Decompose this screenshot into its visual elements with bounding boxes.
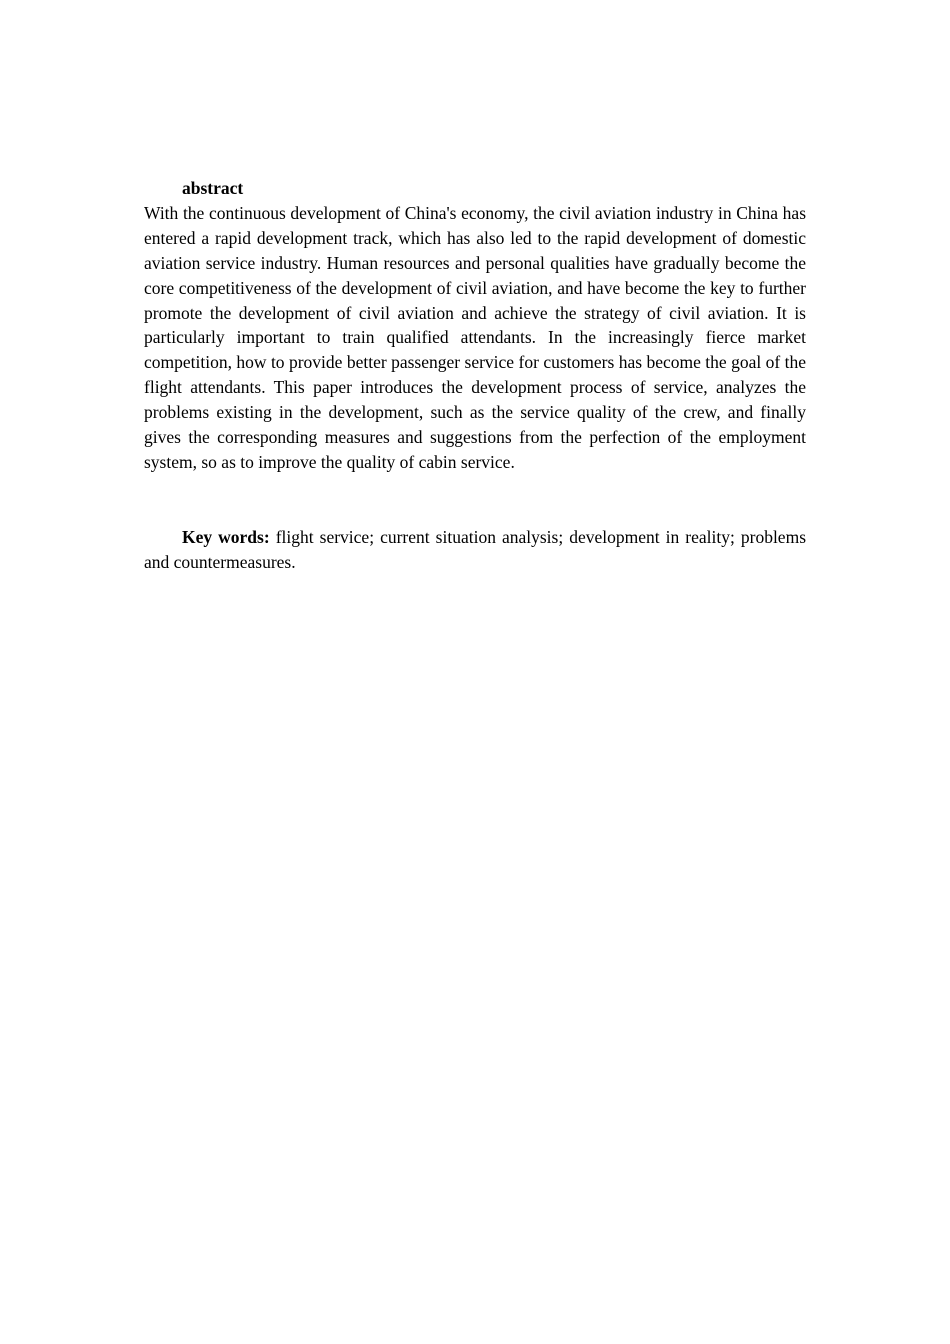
keywords-paragraph (144, 525, 806, 575)
abstract-body: With the continuous development of China's economy, the civil aviation industry in China has entered a rapid development track, which has also led to the rapid development of domestic aviation service industry. Human resources and personal qualities have gradually become the core competitiveness of the development of civil aviation, and have become the key to further promote the development of civil aviation and achieve the strategy of civil aviation. It is particularly important to train qualified attendants. In the increasingly fierce market competition, how to provide better passenger service for customers has become the goal of the flight attendants. This paper introduces the development process of service, analyzes the problems existing in the development, such as the service quality of the crew, and finally gives the corresponding measures and suggestions from the perfection of the employment system, so as to improve the quality of cabin service. (144, 202, 806, 472)
abstract-heading: abstract (182, 178, 244, 198)
abstract-section (144, 176, 806, 575)
keywords-text: flight service; current situation analysis; development in reality; problems and countermeasures. (144, 526, 806, 572)
keywords-label: Key words: (182, 526, 270, 547)
